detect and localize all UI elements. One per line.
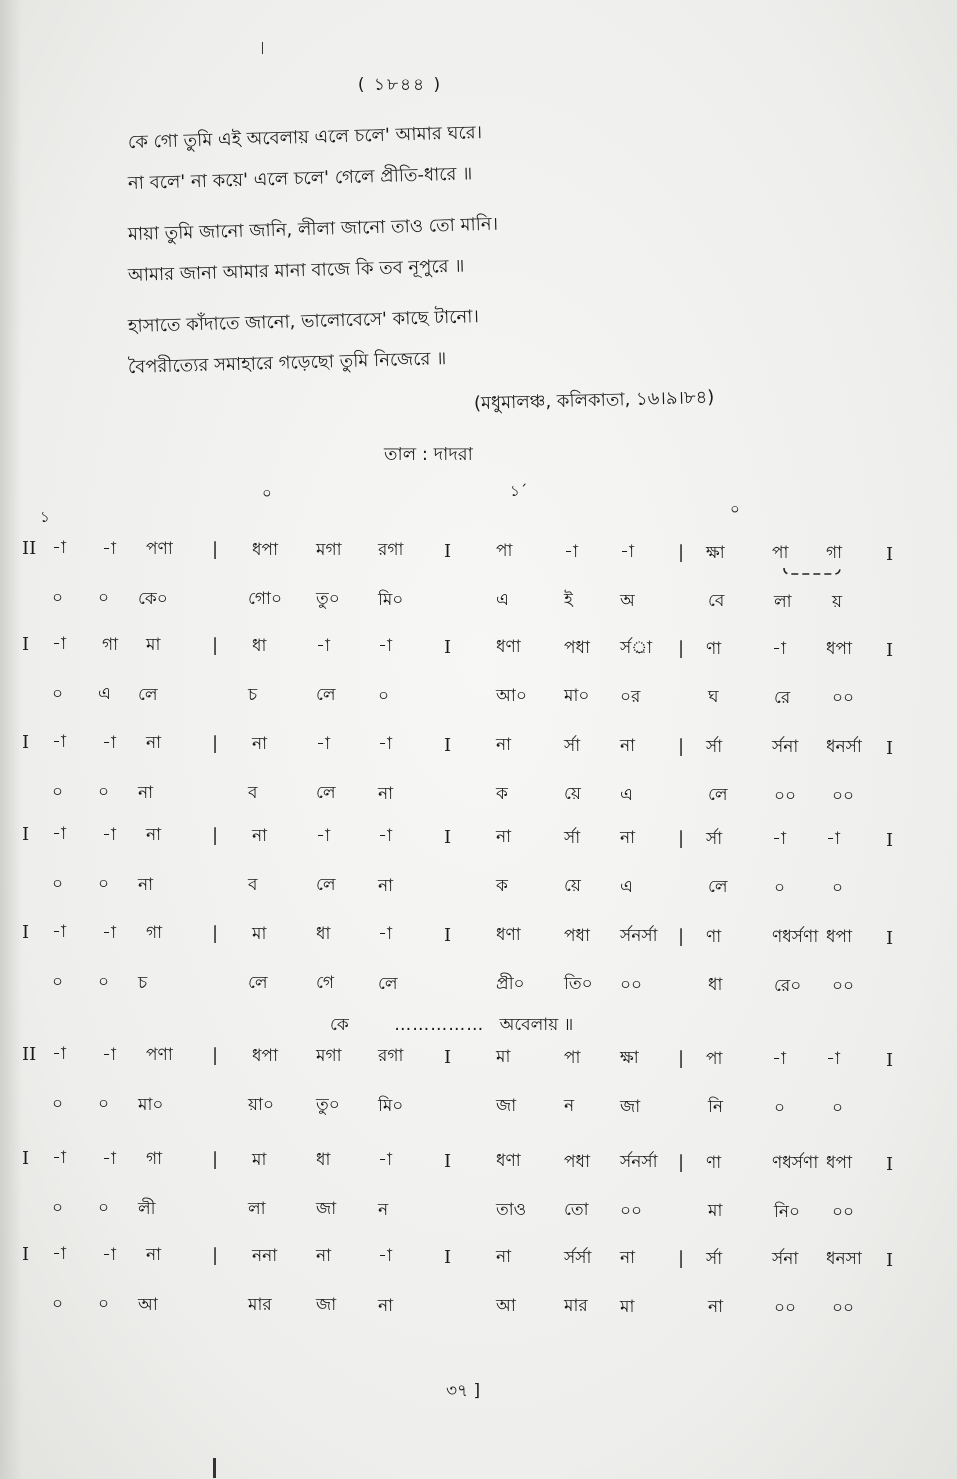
bar-line: | [678, 736, 685, 758]
bar-line: I [886, 639, 894, 661]
lyric-syllable: না [378, 1295, 394, 1316]
lyric-syllable: ঘ [708, 687, 719, 708]
lyric-syllable: ০ [52, 874, 64, 894]
lyric-syllable: ০ [378, 685, 390, 706]
lyric-syllable: ব [248, 875, 258, 896]
note: ণা [706, 926, 722, 947]
note: ধণা [496, 1151, 521, 1172]
poem-line: আমার জানা আমার মানা বাজে কি তব নূপুরে ॥ [127, 255, 465, 286]
note: -া [378, 636, 392, 657]
lyric-syllable: তো [564, 1200, 589, 1221]
lyric-syllable: ০ [774, 1097, 786, 1118]
beat-mark: ০ [262, 484, 272, 502]
slur-mark [782, 566, 842, 576]
note: মগা [316, 1046, 342, 1067]
bar-line: I [444, 1150, 452, 1172]
lyric-syllable: ক [496, 784, 508, 805]
note: -া [102, 1244, 116, 1265]
bar-line: | [212, 1245, 219, 1267]
refrain-dots: …………… [394, 1015, 485, 1035]
lyric-syllable: তি০ [564, 974, 593, 995]
note: পা [706, 1048, 723, 1069]
poem-line: মায়া তুমি জানো জানি, লীলা জানো তাও তো মানি। [127, 213, 499, 245]
note: মগা [316, 540, 342, 561]
bar-line: I [886, 1153, 894, 1175]
note: -া [102, 538, 116, 559]
lyric-syllable: মা০ [138, 1094, 164, 1115]
bar-line: I [22, 1148, 30, 1169]
lyric-syllable: লে [138, 684, 158, 705]
note: -া [102, 824, 116, 845]
lyric-syllable: ০ [98, 782, 110, 803]
bar-line: | [212, 733, 219, 755]
poem-line: বৈপরীত্যের সমাহারে গড়েছো তুমি নিজেরে ॥ [127, 348, 447, 378]
note: ধপা [826, 1153, 852, 1174]
note: ক্ষা [706, 542, 725, 563]
note: ননা [252, 1245, 278, 1266]
note: -া [772, 638, 786, 659]
lyric-syllable: লে [316, 685, 336, 706]
note: র্সা [564, 827, 581, 848]
bar-line: | [678, 828, 685, 850]
note: -া [102, 922, 116, 943]
speck [262, 42, 263, 54]
lyric-syllable: জা [316, 1199, 337, 1220]
lyric-syllable: না [138, 782, 154, 803]
lyric-syllable: ০র [620, 686, 641, 707]
note: -া [378, 826, 392, 847]
lyric-syllable: ন [378, 1199, 389, 1220]
lyric-syllable: লে [316, 783, 336, 804]
lyric-syllable: ব [248, 783, 258, 804]
lyric-syllable: ০ [832, 1097, 844, 1118]
bar-line: | [678, 1048, 685, 1070]
note: পা [772, 542, 789, 563]
bar-line: | [212, 825, 219, 847]
lyric-syllable: আ [496, 1296, 516, 1317]
lyric-syllable: ০ [98, 1094, 110, 1115]
note: -া [378, 1246, 392, 1267]
lyric-syllable: অ [620, 590, 635, 611]
lyric-syllable: ০০ [620, 974, 643, 995]
note: র্সনর্সা [620, 925, 658, 946]
poem-line: না বলে' না কয়ে' এলে চলে' গেলে প্রীতি-ধারে ॥ [127, 163, 473, 194]
note: না [496, 1247, 512, 1268]
note: পা [496, 541, 513, 562]
note: গা [146, 923, 163, 944]
lyric-syllable: ০ [52, 684, 64, 704]
note: র্সনা [772, 1248, 799, 1269]
bar-line: I [886, 543, 894, 565]
bar-line: | [678, 926, 685, 948]
note: না [316, 1246, 332, 1267]
note: ণা [706, 638, 722, 659]
note: -া [52, 732, 66, 753]
lyric-syllable: ০০ [774, 785, 797, 806]
note: না [620, 827, 636, 848]
lyric-syllable: ০ [52, 782, 64, 802]
note: গা [146, 1149, 163, 1170]
note: র্সা [706, 736, 723, 757]
note: না [620, 1247, 636, 1268]
bar-line: I [444, 1246, 452, 1268]
note: -া [102, 1044, 116, 1065]
note: গা [102, 634, 119, 655]
note: ণা [706, 1152, 722, 1173]
beat-mark: ১´ [510, 482, 528, 500]
note: -া [620, 541, 634, 562]
note: ণধর্সণা [772, 926, 819, 947]
note: -া [564, 541, 578, 562]
bar-line: I [886, 927, 894, 949]
lyric-syllable: ই [564, 590, 573, 611]
bar-line: I [444, 826, 452, 848]
note: -া [52, 1244, 66, 1265]
note: পধা [564, 1151, 590, 1172]
lyric-syllable: মার [248, 1295, 272, 1316]
lyric-syllable: চ [138, 972, 148, 993]
lyric-syllable: নি [708, 1097, 724, 1118]
note: ধপা [826, 639, 852, 660]
lyric-syllable: ০ [52, 972, 64, 992]
bar-line: I [22, 634, 30, 655]
lyric-syllable: য়া০ [248, 1095, 274, 1116]
lyric-syllable: ০০ [832, 1201, 855, 1222]
note: পধা [564, 637, 590, 658]
lyric-syllable: লে [378, 973, 398, 994]
lyric-syllable: নি০ [774, 1201, 801, 1222]
note: পণা [146, 539, 173, 560]
note: -া [316, 734, 330, 755]
note: না [252, 733, 268, 754]
lyric-syllable: ০ [52, 588, 64, 608]
lyric-syllable: মি০ [378, 589, 404, 610]
lyric-syllable: ০ [52, 1198, 64, 1218]
lyric-syllable: ০ [98, 1294, 110, 1315]
note: ধপা [252, 539, 278, 560]
note: ধা [252, 635, 267, 656]
note: -া [52, 922, 66, 943]
note: না [252, 825, 268, 846]
lyric-syllable: য়ে [564, 876, 581, 897]
lyric-syllable: ০ [98, 874, 110, 895]
note: ণধর্সণা [772, 1152, 819, 1173]
refrain-start: কে [330, 1015, 349, 1035]
bar-line: I [886, 829, 894, 851]
lyric-syllable: তাও [496, 1200, 527, 1221]
bar-line: I [444, 540, 452, 562]
lyric-syllable: মি০ [378, 1095, 404, 1116]
lyric-syllable: ০ [52, 1094, 64, 1114]
note: না [146, 825, 162, 846]
note: ধপা [252, 1045, 278, 1066]
bar-line: | [678, 638, 685, 660]
lyric-syllable: লে [316, 875, 336, 896]
note: -া [52, 538, 66, 559]
note: -া [826, 829, 840, 850]
lyric-syllable: ০০ [832, 1297, 855, 1318]
lyric-syllable: এ [98, 684, 111, 705]
lyric-syllable: মা০ [564, 686, 590, 707]
tal-title: তাল : দাদরা [384, 444, 473, 465]
poem-line: কে গো তুমি এই অবেলায় এলে চলে' আমার ঘরে। [127, 122, 483, 153]
lyric-syllable: ০০ [832, 785, 855, 806]
note: না [146, 733, 162, 754]
lyric-syllable: ০০ [620, 1200, 643, 1221]
note: ধা [316, 1150, 331, 1171]
bar-line: I [444, 1046, 452, 1068]
lyric-syllable: তু০ [316, 1095, 340, 1116]
lyric-syllable: কে০ [138, 588, 168, 609]
bar-line: I [444, 924, 452, 946]
note: ধণা [496, 637, 521, 658]
refrain-indicator [330, 1012, 573, 1040]
beat-mark: ০ [730, 500, 740, 518]
note: -া [826, 1049, 840, 1070]
lyric-syllable: ০ [774, 877, 786, 898]
lyric-syllable: প্রী০ [496, 974, 525, 995]
lyric-syllable: ন [564, 1096, 575, 1117]
note: র্সা [706, 1248, 723, 1269]
note: রগা [378, 540, 404, 561]
lyric-syllable: ০ [98, 1198, 110, 1219]
bar-line: I [886, 1249, 894, 1271]
note: র্সর্া [620, 637, 653, 658]
lyric-syllable: গো০ [248, 589, 283, 610]
bar-line: I [444, 636, 452, 658]
note: -া [52, 824, 66, 845]
lyric-syllable: এ [620, 876, 633, 897]
note: -া [102, 1148, 116, 1169]
note: রগা [378, 1046, 404, 1067]
lyric-syllable: য়ে [564, 784, 581, 805]
note: -া [52, 1044, 66, 1065]
note: -া [378, 1150, 392, 1171]
note: মা [496, 1047, 511, 1068]
lyric-syllable: ০০ [774, 1297, 797, 1318]
speck [213, 1458, 216, 1478]
lyric-syllable: না [708, 1297, 724, 1318]
bar-line: | [678, 1248, 685, 1270]
bar-line: | [212, 539, 219, 561]
note: ধা [316, 924, 331, 945]
lyric-syllable: ক [496, 876, 508, 897]
lyric-syllable: এ [496, 590, 509, 611]
note: র্সর্সা [564, 1247, 592, 1268]
bar-line: | [212, 1149, 219, 1171]
lyric-syllable: লা [248, 1199, 266, 1220]
note: ধনর্সা [826, 737, 862, 758]
note: না [620, 735, 636, 756]
note: র্সনর্সা [620, 1151, 658, 1172]
note: -া [378, 734, 392, 755]
lyric-syllable: তু০ [316, 589, 340, 610]
bar-line: I [22, 922, 30, 943]
note: -া [102, 732, 116, 753]
page-number-top: ( ১৮৪৪ ) [357, 75, 443, 95]
lyric-syllable: লী [138, 1198, 156, 1219]
lyric-syllable: য় [832, 591, 843, 612]
lyric-syllable: মা [620, 1296, 635, 1317]
bar-line: | [212, 635, 219, 657]
beat-mark: ১ [40, 508, 50, 526]
note: মা [146, 635, 161, 656]
note: ধনসা [826, 1249, 862, 1270]
note: -া [316, 826, 330, 847]
note: র্সা [564, 735, 581, 756]
bar-line: II [22, 1044, 37, 1065]
bar-line: I [22, 732, 30, 753]
lyric-syllable: ০০ [832, 975, 855, 996]
note: -া [378, 924, 392, 945]
bar-line: I [22, 1244, 30, 1265]
lyric-syllable: মা [708, 1201, 723, 1222]
lyric-syllable: আ [138, 1294, 158, 1315]
note: গা [826, 543, 843, 564]
note: পধা [564, 925, 590, 946]
lyric-syllable: ০ [98, 972, 110, 993]
lyric-syllable: এ [620, 784, 633, 805]
lyric-syllable: লে [708, 877, 728, 898]
bar-line: I [22, 824, 30, 845]
lyric-syllable: না [378, 875, 394, 896]
note: না [496, 827, 512, 848]
bar-line: | [212, 923, 219, 945]
note: -া [316, 636, 330, 657]
bar-line: | [678, 1152, 685, 1174]
note: ধপা [826, 927, 852, 948]
bar-line: I [886, 737, 894, 759]
poem-line: হাসাতে কাঁদাতে জানো, ভালোবেসে' কাছে টানো। [127, 306, 480, 337]
note: -া [52, 1148, 66, 1169]
lyric-syllable: জা [316, 1295, 337, 1316]
lyric-syllable: ০ [52, 1294, 64, 1314]
attribution: (মধুমালঞ্চ, কলিকাতা, ১৬।৯।৮৪) [473, 386, 715, 415]
note: পণা [146, 1045, 173, 1066]
lyric-syllable: লে [708, 785, 728, 806]
lyric-syllable: ধা [708, 975, 723, 996]
lyric-syllable: ০০ [832, 687, 855, 708]
lyric-syllable: রে [774, 687, 791, 708]
lyric-syllable: না [378, 783, 394, 804]
lyric-syllable: না [138, 874, 154, 895]
note: পা [564, 1047, 581, 1068]
bar-line: | [212, 1045, 219, 1067]
note: র্সনা [772, 736, 799, 757]
note: ক্ষা [620, 1047, 639, 1068]
page-number-bottom: ৩৭ ] [446, 1381, 481, 1401]
lyric-syllable: রে০ [774, 975, 802, 996]
lyric-syllable: মার [564, 1296, 588, 1317]
lyric-syllable: ০ [832, 877, 844, 898]
lyric-syllable: জা [620, 1096, 641, 1117]
note: মা [252, 923, 267, 944]
lyric-syllable: গে [316, 973, 335, 994]
note: না [496, 735, 512, 756]
lyric-syllable: জা [496, 1096, 517, 1117]
refrain-end: অবেলায় ॥ [499, 1015, 574, 1035]
note: -া [772, 828, 786, 849]
bar-line: I [886, 1049, 894, 1071]
lyric-syllable: ০ [98, 588, 110, 609]
lyric-syllable: বে [708, 591, 725, 612]
lyric-syllable: চ [248, 685, 258, 706]
bar-line: II [22, 538, 37, 559]
lyric-syllable: আ০ [496, 686, 527, 707]
bar-line: I [444, 734, 452, 756]
bar-line: | [678, 542, 685, 564]
note: র্সা [706, 828, 723, 849]
note: -া [52, 634, 66, 655]
lyric-syllable: লে [248, 973, 268, 994]
note: না [146, 1245, 162, 1266]
note: -া [772, 1048, 786, 1069]
lyric-syllable: লা [774, 591, 792, 612]
note: ধণা [496, 925, 521, 946]
note: মা [252, 1149, 267, 1170]
